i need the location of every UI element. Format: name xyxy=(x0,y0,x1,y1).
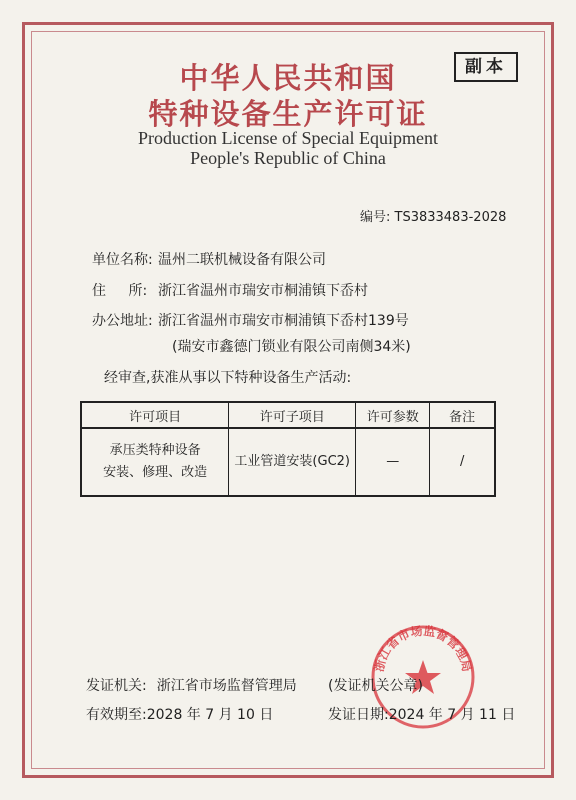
valid-until-label: 有效期至: xyxy=(86,707,147,723)
remark-cell: / xyxy=(430,428,495,496)
unit-name-value: 温州二联机械设备有限公司 xyxy=(158,252,326,268)
valid-until-row xyxy=(86,704,273,724)
title-cn-line2: 特种设备生产许可证 xyxy=(148,97,428,131)
scope-statement: 经审查,获准从事以下特种设备生产活动: xyxy=(104,370,352,386)
header-permit-item: 许可项目 xyxy=(81,402,229,428)
office-address-note: (瑞安市鑫德门锁业有限公司南侧34米) xyxy=(172,339,411,355)
office-address-label: 办公地址: xyxy=(92,313,153,329)
permit-item-line2: 安装、修理、改造 xyxy=(103,465,208,480)
title-cn-line1: 中华人民共和国 xyxy=(179,61,397,95)
valid-until-value: 2028 年 7 月 10 日 xyxy=(146,707,274,723)
certificate-number: 编号: TS3833483-2028 xyxy=(360,210,507,225)
header-remark: 备注 xyxy=(430,402,495,428)
copy-badge: 副本 xyxy=(454,52,518,82)
issue-date-value: 2024 年 7 月 11 日 xyxy=(388,707,516,723)
issue-date-label: 发证日期: xyxy=(328,707,389,723)
title-en-line1: Production License of Special Equipment xyxy=(138,128,438,148)
seal-note: (发证机关公章) xyxy=(328,678,423,694)
residence-label: 住 所: xyxy=(92,283,148,299)
permit-table xyxy=(80,401,496,497)
issuer-row xyxy=(86,675,297,695)
permit-table-header xyxy=(81,402,495,428)
seal-text: 浙江省市场监督管理局 xyxy=(371,624,475,674)
permit-item-line1: 承压类特种设备 xyxy=(109,443,201,458)
residence-row xyxy=(92,280,368,300)
header-permit-parameter: 许可参数 xyxy=(356,402,430,428)
issue-date-row xyxy=(328,704,515,724)
unit-name-row xyxy=(92,249,326,269)
issuer-label: 发证机关: xyxy=(86,678,147,694)
permit-parameter-cell: — xyxy=(356,428,430,496)
issuer-value: 浙江省市场监督管理局 xyxy=(156,678,297,694)
office-address-row xyxy=(92,310,409,330)
unit-name-label: 单位名称: xyxy=(92,252,153,268)
header-permit-sub-item: 许可子项目 xyxy=(229,402,356,428)
office-address-value: 浙江省温州市瑞安市桐浦镇下岙村139号 xyxy=(158,313,409,329)
permit-sub-item-cell: 工业管道安装(GC2) xyxy=(229,428,356,496)
table-row xyxy=(81,428,495,496)
permit-item-cell xyxy=(81,428,229,496)
residence-value: 浙江省温州市瑞安市桐浦镇下岙村 xyxy=(158,283,368,299)
title-en-line2: People's Republic of China xyxy=(190,148,386,168)
